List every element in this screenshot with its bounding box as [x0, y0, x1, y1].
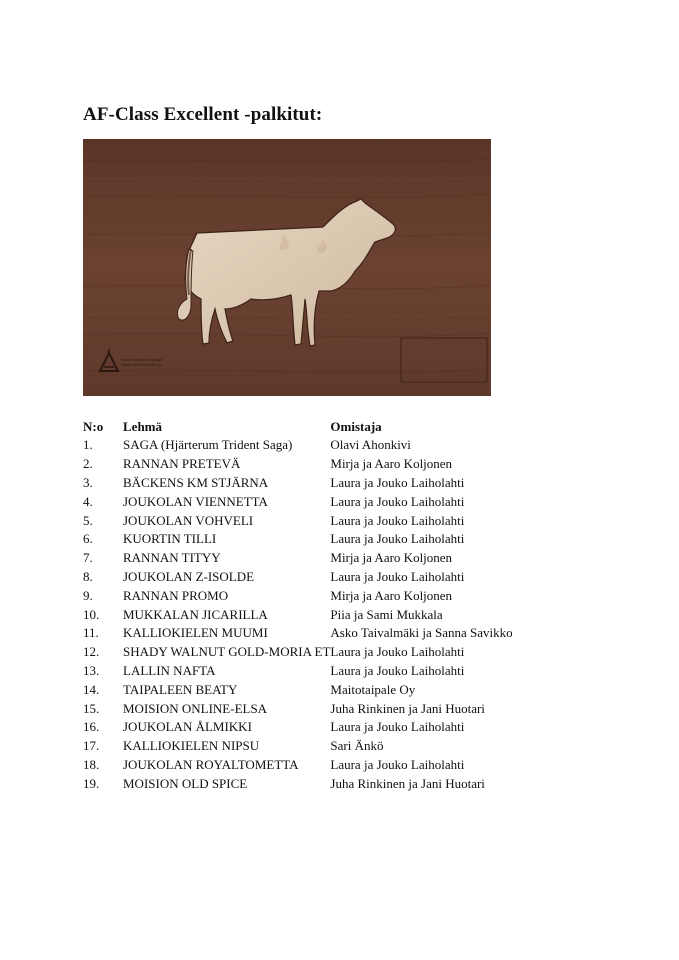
cell-cow: BÄCKENS KM STJÄRNA	[123, 474, 269, 490]
cell-cow: KALLIOKIELEN NIPSU	[123, 738, 260, 754]
table-row	[83, 680, 603, 699]
cell-owner: Laura ja Jouko Laiholahti	[330, 644, 465, 660]
cell-owner: Maitotaipale Oy	[330, 681, 416, 697]
table-row	[83, 474, 603, 493]
cell-no: 6.	[83, 531, 93, 547]
table-row	[83, 718, 603, 737]
cell-cow: RANNAN TITYY	[123, 550, 221, 566]
cell-no: 1.	[83, 437, 93, 453]
cell-cow: JOUKOLAN VOHVELI	[123, 512, 254, 528]
cell-owner: Laura ja Jouko Laiholahti	[330, 719, 465, 735]
cell-cow: KUORTIN TILLI	[123, 531, 217, 547]
cell-owner: Mirja ja Aaro Koljonen	[330, 587, 453, 603]
cell-no: 12.	[83, 644, 100, 660]
cell-cow: JOUKOLAN VIENNETTA	[123, 493, 268, 509]
cell-owner: Laura ja Jouko Laiholahti	[330, 662, 465, 678]
cell-no: 18.	[83, 756, 100, 772]
cell-cow: MOISION ONLINE-ELSA	[123, 700, 268, 716]
page-title: AF-Class Excellent -palkitut:	[83, 104, 323, 125]
cell-owner: Laura ja Jouko Laiholahti	[330, 493, 465, 509]
table-row	[83, 662, 603, 681]
table-row	[83, 549, 603, 568]
cell-no: 16.	[83, 719, 100, 735]
header-cow: Lehmä	[123, 419, 162, 434]
cell-cow: TAIPALEEN BEATY	[123, 681, 238, 697]
cell-no: 13.	[83, 662, 100, 678]
cell-cow: JOUKOLAN ÅLMIKKI	[123, 719, 252, 735]
cell-no: 8.	[83, 568, 93, 584]
cell-owner: Mirja ja Aaro Koljonen	[330, 550, 453, 566]
cell-owner: Laura ja Jouko Laiholahti	[330, 474, 465, 490]
table-row	[83, 737, 603, 756]
table-row	[83, 699, 603, 718]
cell-owner: Asko Taivalmäki ja Sanna Savikko	[330, 625, 513, 641]
cell-cow: SHADY WALNUT GOLD-MORIA ET	[123, 644, 331, 660]
cell-owner: Laura ja Jouko Laiholahti	[330, 756, 465, 772]
cell-cow: KALLIOKIELEN MUUMI	[123, 625, 268, 641]
cell-owner: Sari Änkö	[330, 738, 384, 754]
cell-cow: MOISION OLD SPICE	[123, 775, 248, 791]
cell-no: 15.	[83, 700, 100, 716]
cell-no: 4.	[83, 493, 93, 509]
cell-no: 5.	[83, 512, 93, 528]
table-row	[83, 756, 603, 775]
cell-no: 9.	[83, 587, 93, 603]
cell-owner: Piia ja Sami Mukkala	[330, 606, 443, 622]
award-table	[83, 418, 603, 793]
cell-no: 11.	[83, 625, 99, 641]
cell-owner: Laura ja Jouko Laiholahti	[330, 512, 465, 528]
cell-no: 2.	[83, 456, 93, 472]
table-row	[83, 605, 603, 624]
table-row	[83, 643, 603, 662]
table-row	[83, 774, 603, 793]
plaque-logo-text-secondary: Finnish Ayrshire Breeders ry	[121, 363, 161, 367]
table-row	[83, 511, 603, 530]
cell-owner: Olavi Ahonkivi	[330, 437, 411, 453]
cell-cow: MUKKALAN JICARILLA	[123, 606, 268, 622]
cell-cow: JOUKOLAN Z-ISOLDE	[123, 568, 255, 584]
header-owner: Omistaja	[330, 419, 382, 434]
cell-owner: Juha Rinkinen ja Jani Huotari	[330, 775, 485, 791]
table-header-row	[83, 418, 603, 436]
cell-owner: Juha Rinkinen ja Jani Huotari	[330, 700, 485, 716]
table-row	[83, 436, 603, 455]
cell-owner: Mirja ja Aaro Koljonen	[330, 456, 453, 472]
cell-no: 10.	[83, 606, 100, 622]
header-no: N:o	[83, 419, 104, 434]
cell-owner: Laura ja Jouko Laiholahti	[330, 568, 465, 584]
table-row	[83, 586, 603, 605]
cell-no: 3.	[83, 474, 93, 490]
cell-cow: LALLIN NAFTA	[123, 662, 216, 678]
award-plaque-image	[83, 139, 491, 396]
table-row	[83, 455, 603, 474]
plaque-logo-text: Suomen Ayrshire-Kasvattajat	[121, 358, 163, 362]
cell-cow: RANNAN PRETEVÄ	[123, 456, 241, 472]
cell-no: 17.	[83, 738, 100, 754]
cell-cow: RANNAN PROMO	[123, 587, 229, 603]
table-row	[83, 624, 603, 643]
cell-no: 19.	[83, 775, 100, 791]
cell-owner: Laura ja Jouko Laiholahti	[330, 531, 465, 547]
cell-no: 14.	[83, 681, 100, 697]
cell-cow: SAGA (Hjärterum Trident Saga)	[123, 437, 293, 453]
table-row	[83, 530, 603, 549]
cell-no: 7.	[83, 550, 93, 566]
table-row	[83, 568, 603, 587]
table-row	[83, 492, 603, 511]
cell-cow: JOUKOLAN ROYALTOMETTA	[123, 756, 299, 772]
